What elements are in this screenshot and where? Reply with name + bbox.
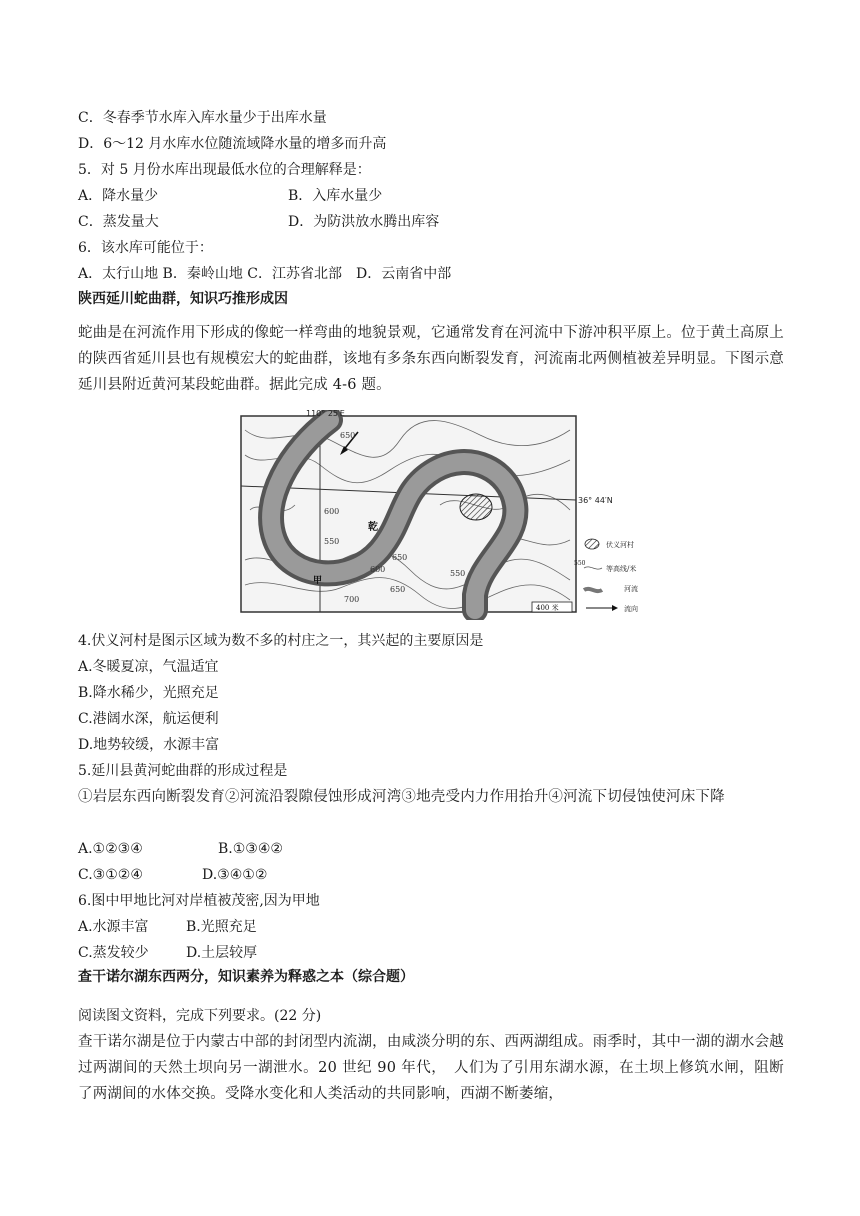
legend-contour-value: 550 [574,560,586,567]
option-b: B.光照充足 [186,919,257,935]
question-5a-row2 [78,212,439,232]
option-a: A.水源丰富 [78,919,149,935]
contour-label: 700 [344,595,360,604]
legend-river-swatch [584,589,602,591]
section-paragraph-meander: 蛇曲是在河流作用下形成的像蛇一样弯曲的地貌景观，它通常发育在河流中下游冲积平原上。位于黄土高原上的陕西省延川县也有规模宏大的蛇曲群，该地有多条东西向断裂发育，河流南北两侧植被差异明显。下图示意延川县附近黄河某段蛇曲群。据此完成 4-6 题。 [78,325,784,393]
option-b: B.降水稀少，光照充足 [78,685,219,701]
question-5a-stem: 5．对 5 月份水库出现最低水位的合理解释是： [78,162,371,178]
scale-label: 400 米 [536,604,559,612]
question-5b-body: ①岩层东西向断裂发育②河流沿裂隙侵蚀形成河湾③地壳受内力作用抬升④河流下切侵蚀使河床下降 [78,789,725,805]
question-6b-row1 [78,917,257,937]
option-c: C.港阔水深，航运便利 [78,711,219,727]
question-6b-row2 [78,943,257,963]
legend-river-label: 河流 [624,585,638,593]
contour-label: 550 [450,569,466,578]
question-4-stem: 4.伏义河村是图示区域为数不多的村庄之一，其兴起的主要原因是 [78,633,484,649]
option-c: C．蒸发量大 [78,214,159,230]
section-heading-meander: 陕西延川蛇曲群，知识巧推形成因 [78,291,288,307]
contour-label: 550 [324,537,340,546]
meander-map [240,410,654,620]
option-d-top: D．6～12 月水库水位随流域降水量的增多而升高 [78,136,387,152]
map-legend [574,539,638,613]
option-a: A.①②③④ [78,841,143,857]
option-d: D.土层较厚 [186,945,258,961]
question-6a-stem: 6．该水库可能位于： [78,240,213,256]
section-paragraph-lake: 查干诺尔湖是位于内蒙古中部的封闭型内流湖，由咸淡分明的东、西两湖组成。雨季时，其中一湖的湖水会越过两湖间的天然土坝向另一湖泄水。20 世纪 90 年代， 人们为了引用东湖水源，在土坝上修筑水闸，阻断了两湖间的水体交换。受降水变化和人类活动的共同影响，西湖不断萎缩， [78,1034,784,1102]
contour-label: 600 [324,507,340,516]
meander-map-figure [240,410,654,620]
option-d: D.地势较缓，水源丰富 [78,737,220,753]
option-c: C.③①②④ [78,867,143,883]
option-a: A．降水量少 [78,188,159,204]
question-6b-stem: 6.图中甲地比河对岸植被茂密,因为甲地 [78,893,320,909]
question-5a-row1 [78,186,382,206]
legend-flow-arrowhead [612,605,618,611]
village-area [460,494,492,520]
section-heading-lake: 查干诺尔湖东西两分，知识素养为释惑之本（综合题） [78,969,414,985]
question-5b-row1 [78,839,283,859]
legend-flow-label: 流向 [624,605,638,613]
question-6a-options: A．太行山地 B．秦岭山地 C．江苏省北部 D．云南省中部 [78,266,452,282]
question-5b-stem: 5.延川县黄河蛇曲群的形成过程是 [78,763,288,779]
question-5b-row2 [78,865,267,885]
contour-label: 600 [370,565,386,574]
option-d: D.③④①② [202,867,268,883]
option-a: A.冬暖夏凉，气温适宜 [78,659,219,675]
option-b: B．入库水量少 [288,188,383,204]
option-c-top: C．冬春季节水库入库水量少于出库水量 [78,110,327,126]
contour-label: 650 [340,431,356,440]
point-jia-label: 甲 [313,576,323,586]
longitude-label: 110° 25′E [306,410,345,418]
latitude-label: 36° 44′N [578,496,613,505]
section-intro-lake: 阅读图文资料，完成下列要求。(22 分) [78,1008,322,1024]
legend-village-swatch [585,539,599,549]
village-name-label: 乾 [368,522,378,533]
option-b: B.①③④② [218,841,283,857]
contour-label: 650 [390,585,406,594]
option-c: C.蒸发较少 [78,945,149,961]
option-d: D．为防洪放水腾出库容 [288,214,440,230]
legend-contour-label: 等高线/米 [606,565,637,573]
legend-village-label: 伏义河村 [606,541,634,549]
contour-label: 650 [392,553,408,562]
legend-contour-swatch [584,567,602,569]
